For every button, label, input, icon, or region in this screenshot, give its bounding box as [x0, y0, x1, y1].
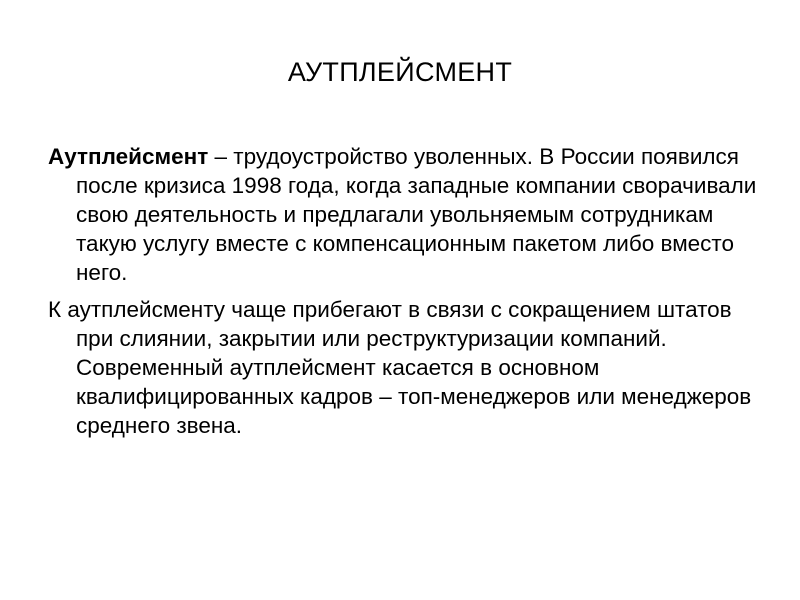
definition-text: – трудоустройство уволенных. В России появился после кризиса 1998 года, когда западные компании сворачивали свою деятельность и предлагали увольняемым сотрудникам такую услугу вместе с компенсационным пакетом либо вместо него.	[76, 144, 757, 285]
slide-title: АУТПЛЕЙСМЕНТ	[287, 57, 513, 87]
slide-body	[48, 142, 760, 448]
usage-text: К аутплейсменту чаще прибегают в связи с сокращением штатов при слиянии, закрытии или реструктуризации компаний. Современный аутплейсмент касается в основном квалифицированных кадров – топ-менеджеров или менеджеров среднего звена.	[48, 297, 752, 438]
paragraph-usage	[48, 295, 760, 440]
paragraph-definition	[48, 142, 760, 287]
term-highlight: Аутплейсмент	[48, 144, 209, 169]
